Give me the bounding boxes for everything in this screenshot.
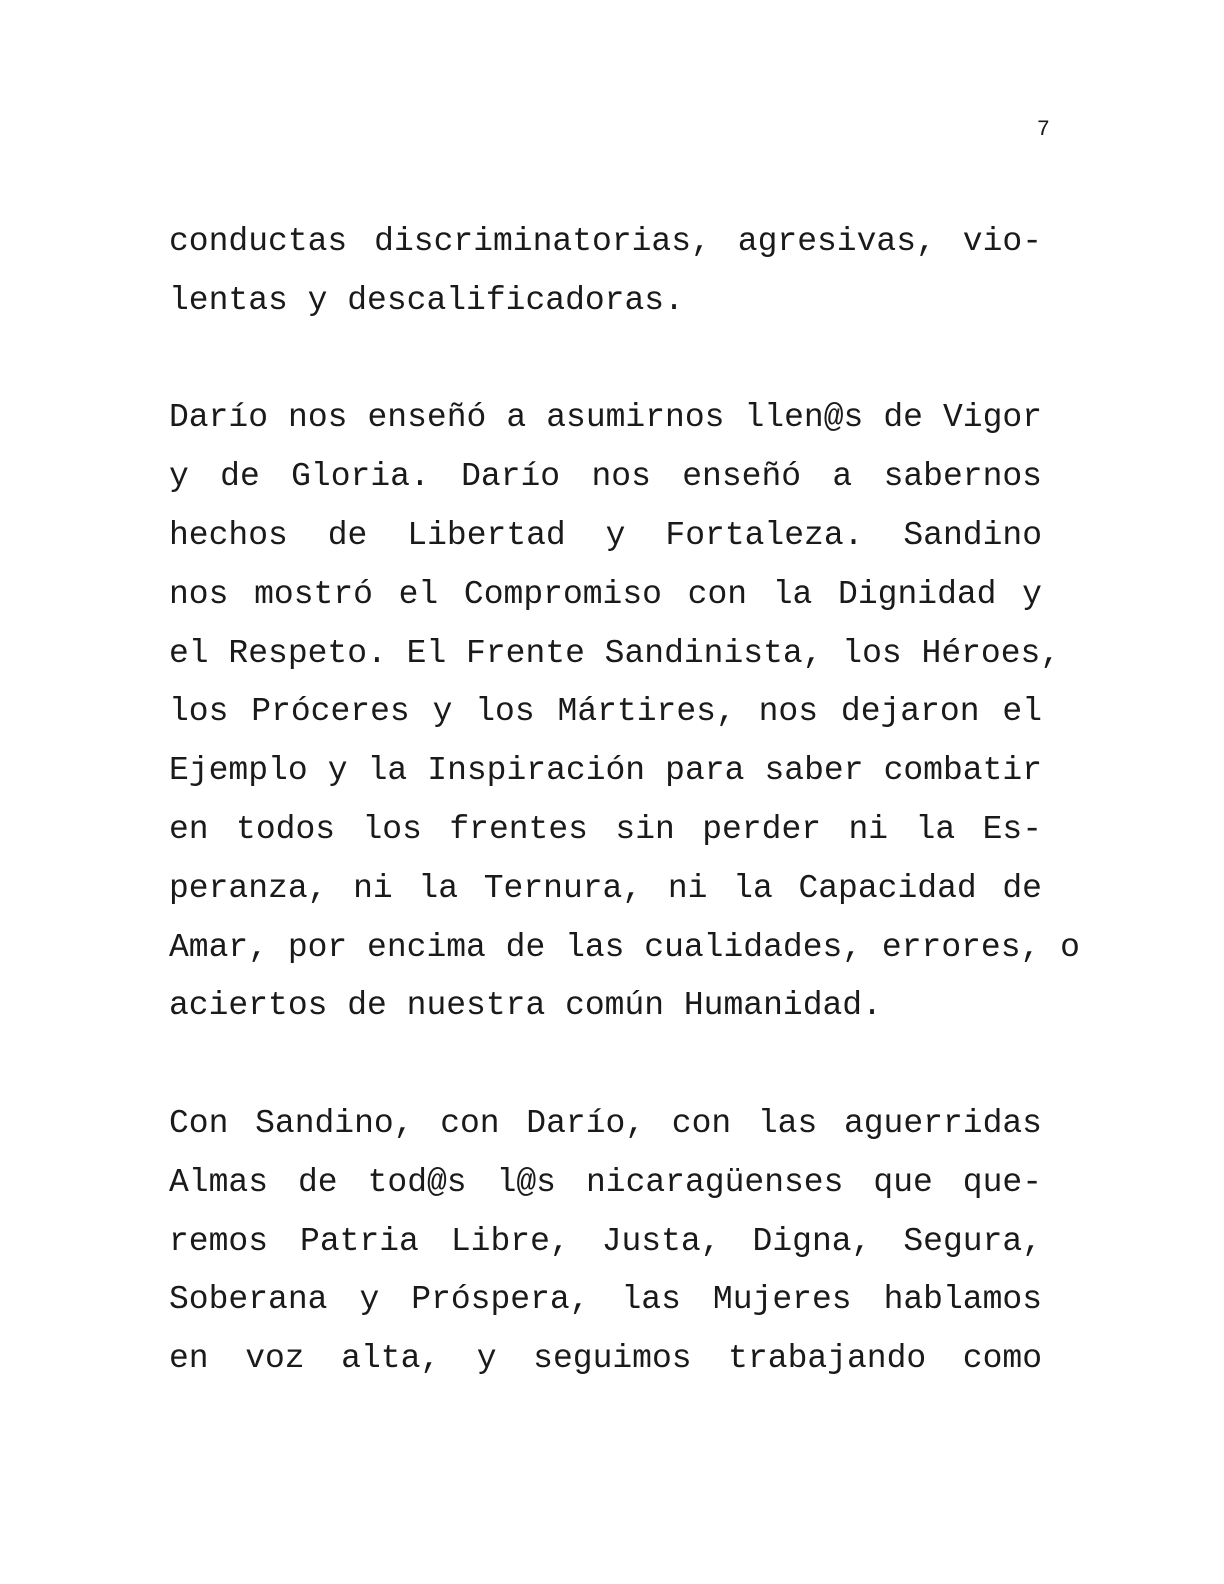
text-line: Amar, por encima de las cualidades, errores, o bbox=[169, 928, 1080, 966]
paragraph-1 bbox=[169, 213, 1042, 331]
text-line: Darío nos enseñó a asumirnos llen@s de Vigor bbox=[169, 399, 1042, 437]
text-line: Con Sandino, con Darío, con las aguerridas bbox=[169, 1104, 1042, 1142]
paragraph-spacer bbox=[169, 331, 1042, 390]
document-body bbox=[169, 213, 1080, 1389]
text-line: nos mostró el Compromiso con la Dignidad y bbox=[169, 575, 1042, 613]
text-line: y de Gloria. Darío nos enseñó a sabernos bbox=[169, 458, 1042, 496]
paragraph-spacer bbox=[169, 1036, 1042, 1095]
text-line: Soberana y Próspera, las Mujeres hablamos bbox=[169, 1281, 1042, 1319]
text-line: Ejemplo y la Inspiración para saber combatir bbox=[169, 752, 1042, 790]
text-line: lentas y descalificadoras. bbox=[169, 281, 684, 319]
text-line: aciertos de nuestra común Humanidad. bbox=[169, 987, 882, 1025]
page-number: 7 bbox=[1036, 117, 1050, 142]
paragraph-3 bbox=[169, 1095, 1042, 1389]
text-line: Almas de tod@s l@s nicaragüenses que que- bbox=[169, 1163, 1042, 1201]
paragraph-2 bbox=[169, 389, 1080, 1036]
text-line: peranza, ni la Ternura, ni la Capacidad de bbox=[169, 869, 1042, 907]
text-line: hechos de Libertad y Fortaleza. Sandino bbox=[169, 516, 1042, 554]
text-line: el Respeto. El Frente Sandinista, los Héroes, bbox=[169, 634, 1061, 672]
text-line: remos Patria Libre, Justa, Digna, Segura, bbox=[169, 1222, 1042, 1260]
text-line: en todos los frentes sin perder ni la Es- bbox=[169, 810, 1042, 848]
text-line: conductas discriminatorias, agresivas, vio- bbox=[169, 223, 1042, 260]
text-line: en voz alta, y seguimos trabajando como bbox=[169, 1340, 1042, 1378]
text-line: los Próceres y los Mártires, nos dejaron el bbox=[169, 693, 1042, 731]
